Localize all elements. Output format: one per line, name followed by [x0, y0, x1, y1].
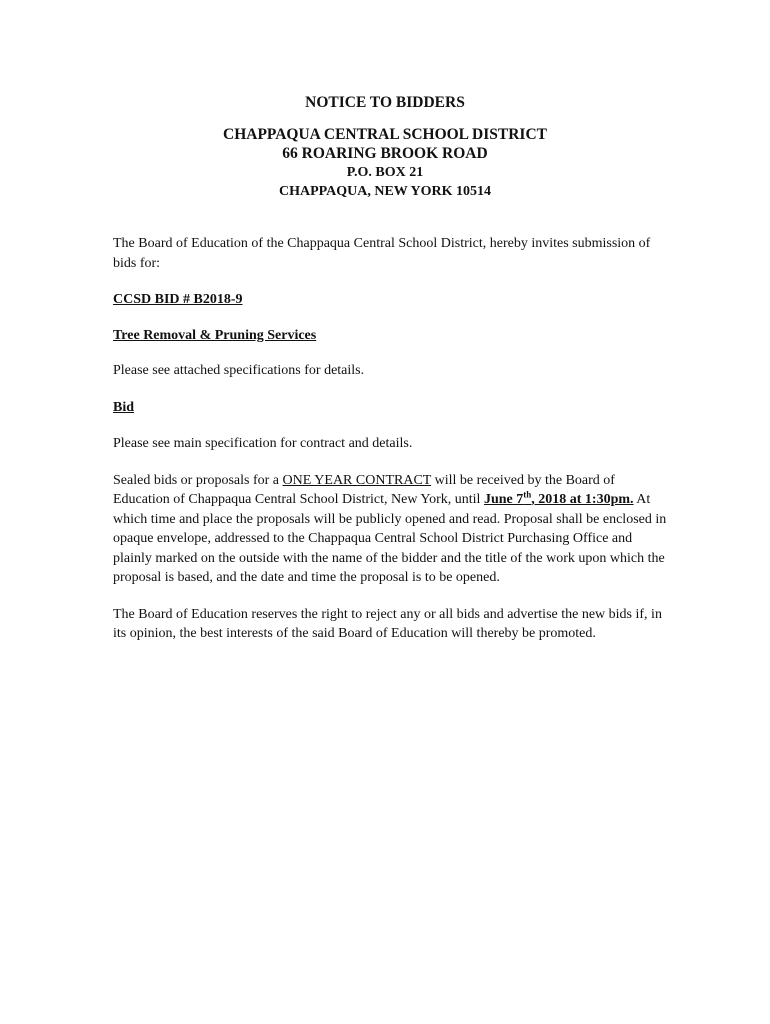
- notice-header: [0, 93, 770, 201]
- deadline-suffix: th: [523, 489, 532, 500]
- sealed-part3: At which time and place the proposals will be publicly opened and read. Proposal shall be enclosed in opaque envelope, addressed to the Chappaqua Central School District Purchasing Office and plainly marked on the outside with the name of the bidder and the title of the work upon which the proposal is based, and the date and time the proposal is to be opened.: [113, 492, 667, 585]
- city-state-zip: CHAPPAQUA, NEW YORK 10514: [278, 184, 492, 199]
- street-address: 66 ROARING BROOK ROAD: [282, 145, 488, 162]
- po-box: P.O. BOX 21: [346, 165, 424, 180]
- bid-title-text: Tree Removal & Pruning Services: [113, 327, 317, 343]
- district-name: CHAPPAQUA CENTRAL SCHOOL DISTRICT: [223, 126, 547, 143]
- sealed-bids-paragraph: [113, 471, 673, 588]
- sealed-part1: Sealed bids or proposals for a: [113, 472, 283, 488]
- bid-title: [113, 326, 673, 346]
- reserve-rights-paragraph: The Board of Education reserves the right to reject any or all bids and advertise the new bids if, in its opinion, the best interests of the said Board of Education will thereby be promoted.: [113, 606, 662, 641]
- bid-number-text: CCSD BID # B2018-9: [113, 292, 243, 307]
- deadline-month-day: June 7: [483, 492, 524, 507]
- bid-heading-text: Bid: [113, 399, 135, 415]
- sealed-part2: will be received by the Board of Education of Chappaqua Central School District, New York, until: [113, 472, 615, 507]
- deadline-year-time: , 2018 at 1:30pm.: [531, 492, 634, 507]
- bid-heading: [113, 398, 673, 418]
- contract-term: ONE YEAR CONTRACT: [282, 472, 432, 488]
- see-specs-paragraph: Please see attached specifications for details.: [113, 363, 365, 378]
- notice-title: NOTICE TO BIDDERS: [305, 94, 465, 111]
- intro-paragraph: The Board of Education of the Chappaqua Central School District, hereby invites submission of bids for:: [113, 236, 651, 271]
- see-main-spec-paragraph: Please see main specification for contract and details.: [113, 436, 413, 451]
- notice-body: [113, 234, 673, 661]
- deadline-date: [483, 489, 634, 507]
- bid-number: [113, 290, 673, 310]
